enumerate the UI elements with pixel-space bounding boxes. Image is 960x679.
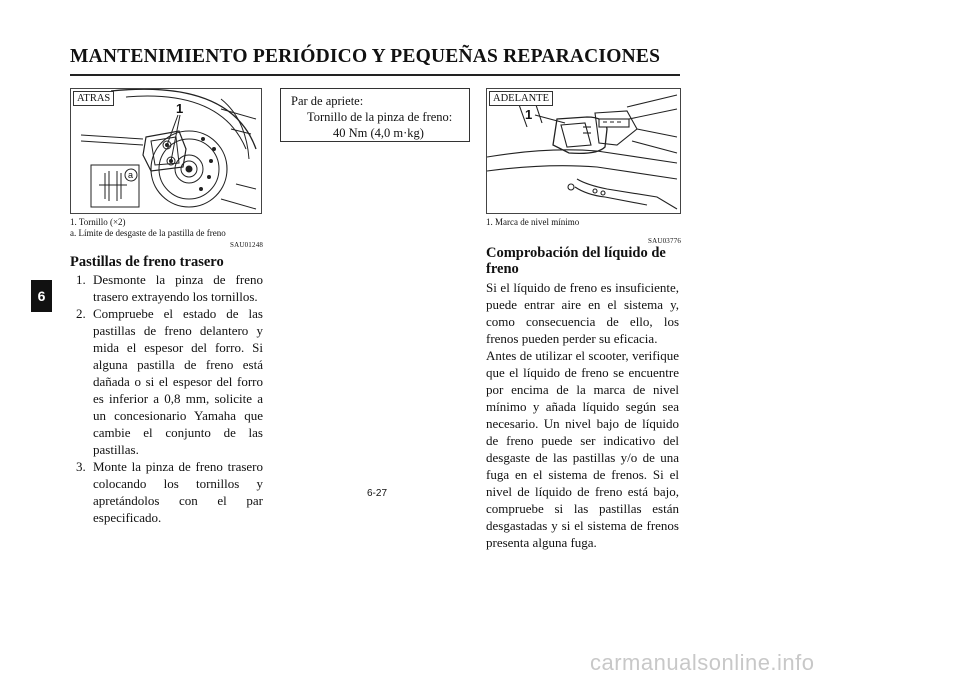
torque-item: Tornillo de la pinza de freno: xyxy=(307,110,453,124)
brake-fluid-paragraph-1: Si el líquido de freno es insuficiente, puede entrar aire en el sistema y, como consecuencia de ello, los frenos pueden perder su eficacia. xyxy=(486,280,679,346)
step-item xyxy=(70,271,263,305)
rear-callout-1: 1 xyxy=(176,101,184,116)
torque-spec-box xyxy=(280,88,470,142)
step-text: Compruebe el estado de las pastillas de freno delantero y mida el espesor del forro. Si alguna pastilla de freno está dañada o si el espesor del forro es inferior a 0,8 mm, solicite a un concesionario Yamaha que cambie el conjunto de las pastillas. xyxy=(93,306,263,457)
brake-pads-steps xyxy=(70,271,263,526)
section-code-brake-pads: SAU01248 xyxy=(230,241,264,249)
figure-label-rear: ATRAS xyxy=(73,91,114,106)
front-callout-1: 1 xyxy=(525,107,533,122)
brake-reservoir-illustration xyxy=(487,89,680,213)
figure-label-front: ADELANTE xyxy=(489,91,553,106)
brake-fluid-title: Comprobación del líquido de freno xyxy=(486,245,666,277)
right-figure-caption: 1. Marca de nivel mínimo xyxy=(486,217,580,227)
step-number: 1. xyxy=(76,272,86,287)
caption-line-wear-limit: a. Límite de desgaste de la pastilla de freno xyxy=(70,228,226,238)
brake-pads-title: Pastillas de freno trasero xyxy=(70,254,224,270)
step-item xyxy=(70,458,263,526)
page-number: 6-27 xyxy=(367,488,388,499)
site-watermark: carmanualsonline.info xyxy=(590,650,815,675)
step-text: Monte la pinza de freno trasero colocando los tornillos y apretándolos con el par especificado. xyxy=(93,459,263,525)
step-text: Desmonte la pinza de freno trasero extrayendo los tornillos. xyxy=(93,272,263,304)
left-figure-caption xyxy=(70,217,226,239)
caption-line-bolt: 1. Tornillo (×2) xyxy=(70,217,126,227)
torque-value: 40 Nm (4,0 m·kg) xyxy=(333,126,424,140)
section-code-brake-fluid: SAU03776 xyxy=(648,237,682,245)
header-rule xyxy=(70,74,680,76)
rear-brake-caliper-figure xyxy=(70,88,262,214)
rear-brake-caliper-illustration xyxy=(71,89,261,213)
chapter-tab: 6 xyxy=(31,280,52,312)
step-item xyxy=(70,305,263,458)
brake-fluid-paragraph-2: Antes de utilizar el scooter, verifique que el líquido de freno se encuentre por encima de la marca de nivel mínimo y añada líquido según sea necesario. Un nivel bajo de líquido de freno puede ser indicativo del desgaste de las pastillas y/o de una fuga en el sistema de frenos. Si el nivel de líquido de freno está bajo, compruebe si las pastillas están desgastadas y si el sistema de frenos presenta alguna fuga. xyxy=(486,348,679,550)
step-number: 3. xyxy=(76,459,86,474)
step-number: 2. xyxy=(76,306,86,321)
page-header-title: MANTENIMIENTO PERIÓDICO Y PEQUEÑAS REPARACIONES xyxy=(70,46,661,67)
torque-heading: Par de apriete: xyxy=(291,94,364,108)
rear-callout-a: a xyxy=(128,170,134,180)
brake-fluid-reservoir-figure xyxy=(486,88,681,214)
